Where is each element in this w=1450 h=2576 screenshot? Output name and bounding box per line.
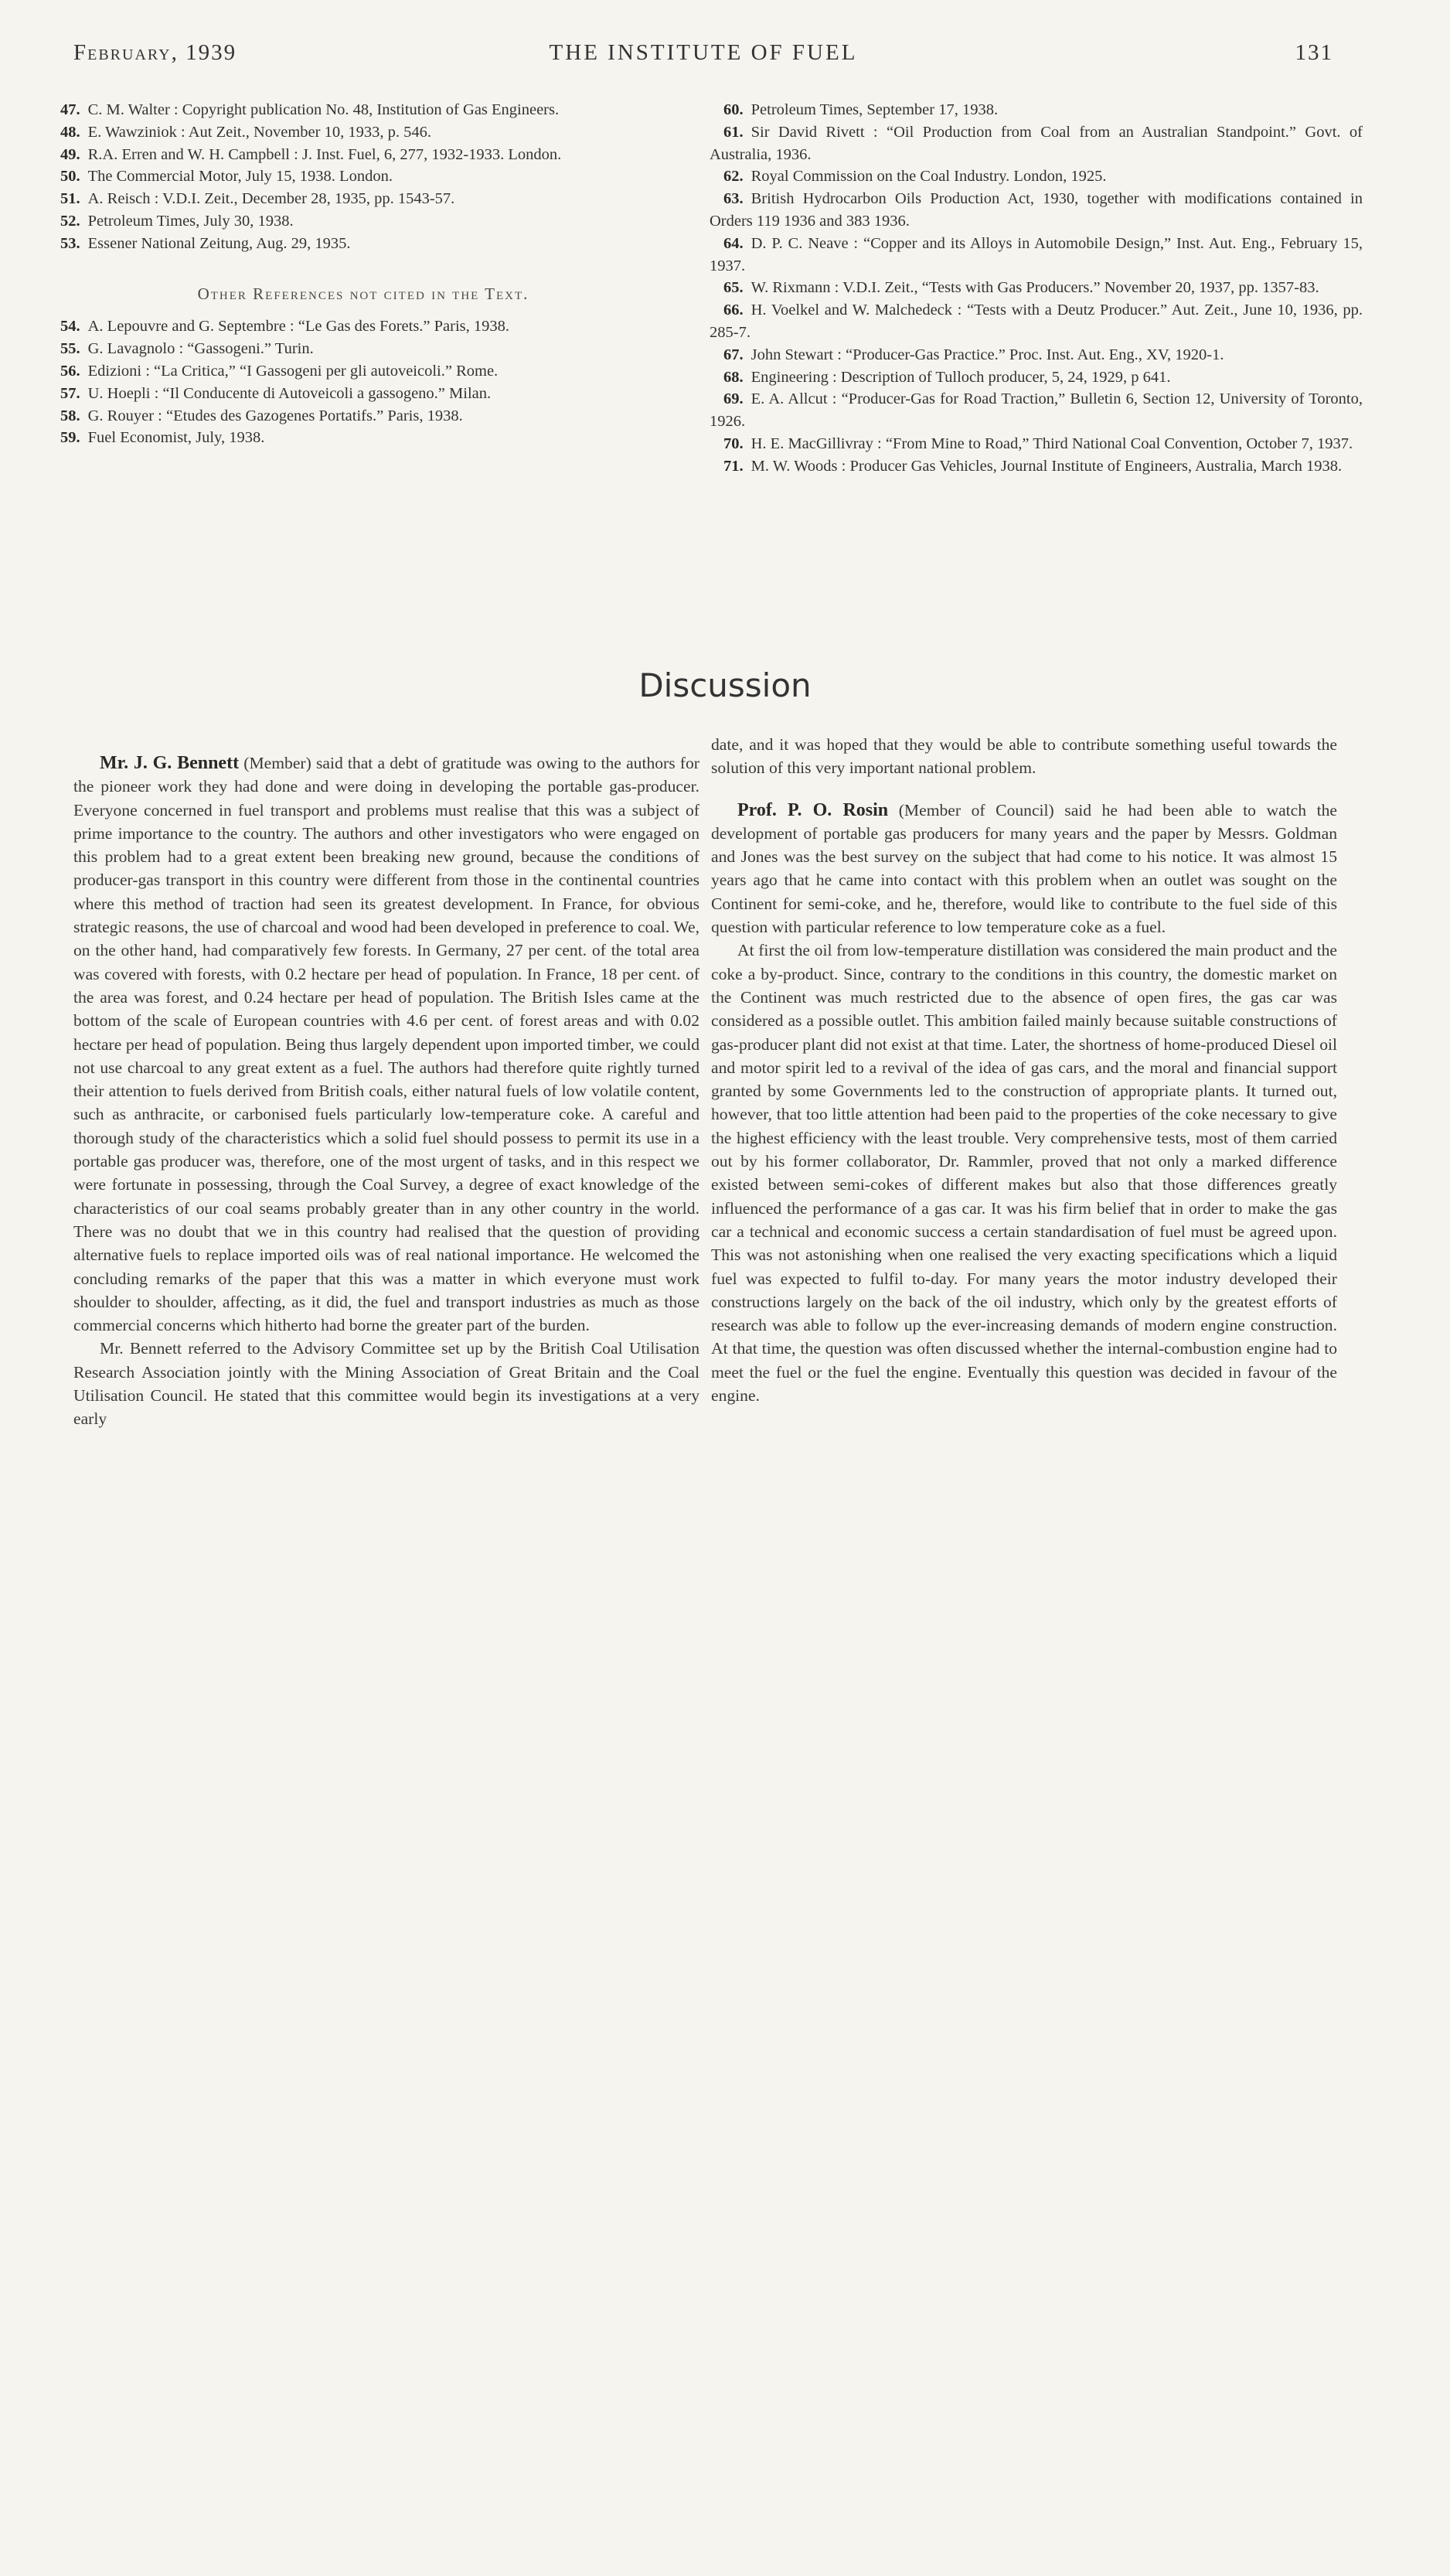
reference-text: H. Voelkel and W. Malchedeck : “Tests with a Deutz Producer.” Aut. Zeit., June 10, 1936, pp. 285-7. — [710, 302, 1363, 341]
discussion-paragraph — [73, 751, 699, 1337]
reference-text: A. Lepouvre and G. Septembre : “Le Gas des Forets.” Paris, 1938. — [87, 318, 510, 336]
reference-entry — [46, 188, 680, 210]
reference-text: Royal Commission on the Coal Industry. London, 1925. — [751, 168, 1107, 186]
discussion-paragraph — [73, 1337, 699, 1430]
reference-entry — [710, 99, 1363, 121]
reference-text: G. Lavagnolo : “Gassogeni.” Turin. — [87, 340, 314, 358]
reference-number: 55. — [60, 340, 80, 358]
discussion-paragraph — [711, 799, 1337, 939]
reference-number: 49. — [60, 145, 80, 163]
reference-entry — [46, 233, 680, 255]
reference-text: M. W. Woods : Producer Gas Vehicles, Journal Institute of Engineers, Australia, March 1938. — [751, 457, 1343, 475]
reference-number: 62. — [723, 168, 744, 186]
other-references-heading: Other References not cited in the Text. — [197, 284, 529, 303]
discussion-left-column — [73, 733, 699, 1431]
reference-text: G. Rouyer : “Etudes des Gazogenes Portatifs.” Paris, 1938. — [87, 407, 463, 424]
reference-text: E. A. Allcut : “Producer-Gas for Road Traction,” Bulletin 6, Section 12, University of Toronto, 1926. — [710, 390, 1363, 431]
discussion-paragraph — [711, 939, 1337, 1407]
reference-text: Petroleum Times, September 17, 1938. — [751, 101, 999, 118]
paragraph-text: At first the oil from low-temperature distillation was considered the main product and the coke a by-product. Since, contrary to the conditions in this country, the domestic market on the Continent was much restricted due to the absence of open fires, the gas car was considered as a possible outlet. This ambition failed mainly because suitable constructions of gas-producer plant did not exist at that time. Later, the shortness of home-produced Diesel oil and motor spirit led to a revival of the idea of gas cars, and the moral and financial support granted by some Governments led to the construction of appropriate plants. It turned out, however, that too little attention had been paid to the properties of the coke necessary to give the highest efficiency with the least trouble. Very comprehensive tests, most of them carried out by his former collaborator, Dr. Rammler, proved that not only a marked difference existed between semi-cokes of different makes but also that those differences greatly influenced the performance of a gas car. It was his firm belief that in order to make the gas car a technical and economic success a certain standardisation of fuel must be agreed upon. This was not astonishing when one realised the very exacting specifications which a liquid fuel was expected to fulfil to-day. For many years the motor industry developed their constructions largely on the back of the oil industry, which only by the greatest efforts of research was able to follow up the ever-increasing demands of modern engine construction. At that time, the question was often discussed whether the internal-combustion engine had to meet the fuel or the fuel the engine. Eventually this question was decided in favour of the engine. — [711, 941, 1337, 1406]
reference-text: E. Wawziniok : Aut Zeit., November 10, 1933, p. 546. — [87, 123, 431, 141]
reference-entry — [710, 388, 1363, 433]
reference-entry — [710, 121, 1363, 166]
reference-entry — [46, 383, 680, 405]
reference-entry — [710, 233, 1363, 278]
reference-number: 65. — [723, 279, 744, 297]
reference-text: H. E. MacGillivray : “From Mine to Road,” Third National Coal Convention, October 7, 1937. — [751, 434, 1353, 452]
header-page-number: 131 — [1295, 40, 1333, 65]
reference-number: 68. — [723, 368, 744, 386]
reference-entry — [710, 344, 1363, 366]
reference-entry — [46, 99, 680, 121]
reference-number: 67. — [723, 346, 744, 363]
reference-entry — [46, 165, 680, 188]
reference-number: 52. — [60, 212, 80, 230]
reference-text: British Hydrocarbon Oils Production Act, 1930, together with modifications contained in Orders 119 1936 and 383 1936. — [710, 190, 1363, 230]
reference-entry — [710, 366, 1363, 389]
discussion-right-column — [711, 733, 1337, 1407]
reference-number: 48. — [60, 123, 80, 141]
reference-text: Essener National Zeitung, Aug. 29, 1935. — [87, 234, 351, 252]
reference-number: 70. — [723, 434, 744, 452]
reference-number: 53. — [60, 234, 80, 252]
reference-number: 56. — [60, 362, 80, 380]
references-right-column — [710, 99, 1363, 478]
reference-number: 51. — [60, 190, 80, 208]
reference-number: 50. — [60, 168, 80, 186]
reference-number: 58. — [60, 407, 80, 424]
reference-entry — [46, 315, 680, 338]
reference-text: The Commercial Motor, July 15, 1938. London. — [87, 168, 393, 186]
reference-number: 71. — [723, 457, 744, 475]
reference-text: W. Rixmann : V.D.I. Zeit., “Tests with Gas Producers.” November 20, 1937, pp. 1357-83. — [751, 279, 1319, 297]
reference-entry — [46, 405, 680, 428]
reference-entry — [46, 338, 680, 360]
speaker-affiliation: (Member of Council) — [898, 800, 1054, 819]
reference-entry — [710, 455, 1363, 478]
reference-entry — [710, 165, 1363, 188]
reference-number: 47. — [60, 101, 80, 118]
reference-number: 61. — [723, 123, 744, 141]
paragraph-text: said he had been able to watch the development of portable gas producers for many years and the paper by Messrs. Goldman and Jones was the best survey on the subject that had come to his notice. It was almost 15 years ago that he came into contact with this problem when an outlet was sought on the Continent for semi-coke, and he, therefore, would like to contribute to the fuel side of this question with particular reference to low temperature coke as a fuel. — [711, 800, 1337, 937]
paragraph-text: date, and it was hoped that they would be able to contribute something useful towards the solution of this very important national problem. — [711, 735, 1337, 778]
reference-number: 54. — [60, 318, 80, 336]
reference-entry — [710, 299, 1363, 344]
references-left-column — [46, 99, 680, 449]
reference-entry — [46, 210, 680, 233]
reference-text: Edizioni : “La Critica,” “I Gassogeni per gli autoveicoli.” Rome. — [87, 362, 499, 380]
reference-number: 69. — [723, 390, 744, 408]
speaker-affiliation: (Member) — [243, 754, 311, 772]
reference-text: R.A. Erren and W. H. Campbell : J. Inst. Fuel, 6, 277, 1932-1933. London. — [87, 145, 562, 163]
discussion-heading: Discussion — [638, 666, 812, 704]
header-journal-title: THE INSTITUTE OF FUEL — [549, 40, 858, 65]
paragraph-text: Mr. Bennett referred to the Advisory Committee set up by the British Coal Utilisation Research Association jointly with the Mining Association of Great Britain and the Coal Utilisation Council. He stated that this committee would begin its investigations at a very early — [73, 1339, 699, 1429]
reference-text: Fuel Economist, July, 1938. — [87, 429, 265, 447]
reference-entry — [46, 360, 680, 383]
reference-text: D. P. C. Neave : “Copper and its Alloys in Automobile Design,” Inst. Aut. Eng., February 15, 1937. — [710, 234, 1363, 274]
reference-entry — [710, 433, 1363, 455]
reference-entry — [46, 144, 680, 166]
reference-number: 59. — [60, 429, 80, 447]
reference-text: Sir David Rivett : “Oil Production from Coal from an Australian Standpoint.” Govt. of Australia, 1936. — [710, 123, 1363, 163]
reference-text: U. Hoepli : “Il Conducente di Autoveicoli a gassogeno.” Milan. — [87, 384, 492, 402]
speaker-name: Mr. J. G. Bennett — [100, 753, 240, 773]
reference-number: 63. — [723, 190, 744, 208]
reference-text: A. Reisch : V.D.I. Zeit., December 28, 1935, pp. 1543-57. — [87, 190, 455, 208]
running-header — [73, 40, 1333, 71]
reference-text: Petroleum Times, July 30, 1938. — [87, 212, 294, 230]
reference-text: John Stewart : “Producer-Gas Practice.” Proc. Inst. Aut. Eng., XV, 1920-1. — [751, 346, 1224, 363]
reference-entry — [46, 121, 680, 144]
reference-number: 60. — [723, 101, 744, 118]
reference-text: Engineering : Description of Tulloch producer, 5, 24, 1929, p 641. — [751, 368, 1171, 386]
reference-text: C. M. Walter : Copyright publication No. 48, Institution of Gas Engineers. — [87, 101, 560, 118]
header-date: February, 1939 — [73, 40, 237, 65]
speaker-name: Prof. P. O. Rosin — [737, 799, 889, 820]
reference-entry — [710, 277, 1363, 299]
reference-number: 66. — [723, 302, 744, 319]
discussion-paragraph — [711, 733, 1337, 780]
paragraph-text: said that a debt of gratitude was owing to the authors for the pioneer work they had done and were doing in developing the portable gas-producer. Everyone concerned in fuel transport and problems must realise that this was a subject of prime importance to the country. The authors and other investigators who were engaged on this problem had to a great extent been breaking new ground, because the conditions of producer-gas transport in this country were different from those in the continental countries where this method of traction had seen its greatest development. In France, for obvious strategic reasons, the use of charcoal and wood had been developed in preference to coal. We, on the other hand, had comparatively few forests. In Germany, 27 per cent. of the total area was covered with forests, with 0.2 hectare per head of population. In France, 18 per cent. of the area was forest, and 0.24 hectare per head of population. The British Isles came at the bottom of the scale of European countries with 4.6 per cent. of forest areas and with 0.02 hectare per head of population. Being thus largely dependent upon imported timber, we could not use charcoal to any great extent as a fuel. The authors had therefore quite rightly turned their attention to fuels derived from British coals, either natural fuels of low volatile content, such as anthracite, or carbonised fuels particularly low-temperature coke. A careful and thorough study of the characteristics which a solid fuel should possess to permit its use in a portable gas producer was, therefore, one of the most urgent of tasks, and in this respect we were fortunate in possessing, through the Coal Survey, a degree of exact knowledge of the characteristics of our coal seams probably greater than in any other country in the world. There was no doubt that we in this country had realised that the question of providing alternative fuels to replace imported oils was of real national importance. He welcomed the concluding remarks of the paper that this was a matter in which everyone must work shoulder to shoulder, affecting, as it did, the fuel and transport industries as much as those commercial concerns which hitherto had borne the greater part of the burden. — [73, 754, 699, 1335]
reference-entry — [710, 188, 1363, 233]
reference-number: 64. — [723, 234, 744, 252]
reference-entry — [46, 427, 680, 449]
reference-number: 57. — [60, 384, 80, 402]
